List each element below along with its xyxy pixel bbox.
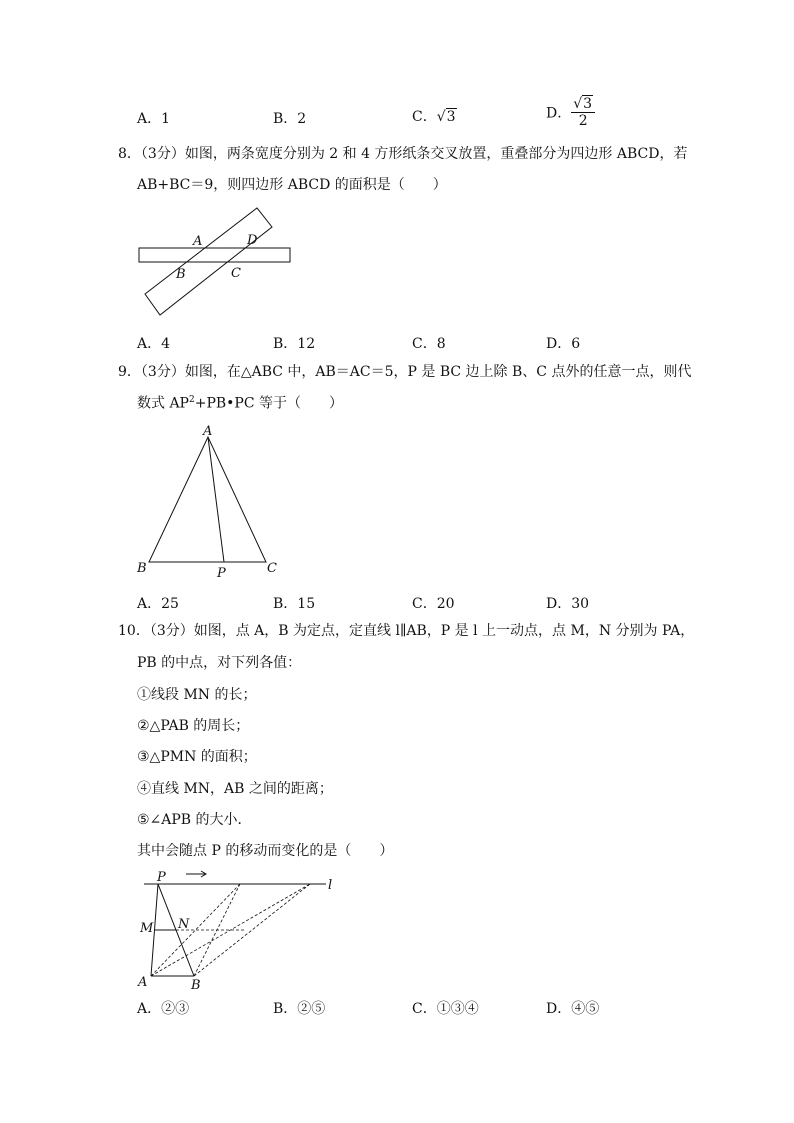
q8-label-b: B [176,267,186,282]
q8-option-d[interactable]: D．6 [546,336,581,352]
q10-figure [130,862,350,992]
q10-item: ⑤∠APB 的大小． [137,812,252,828]
q7-option-d-prefix: D． [546,105,572,122]
sqrt-icon: √3 [436,109,456,125]
q8-option-b[interactable]: B．12 [273,336,316,352]
q10-label-p: P [157,870,166,885]
q9-label-c: C [267,561,277,576]
q7-option-d[interactable] [546,96,595,129]
q10-label-b: B [191,978,201,992]
q9-option-a[interactable]: A．25 [137,596,179,612]
q10-stem-line1: 10．（3分）如图，点 A，B 为定点，定直线 l∥AB，P 是 l 上一动点，点 M，N 分别为 PA， [118,623,695,639]
q8-option-c[interactable]: C．8 [412,336,446,352]
q9-stem-line2-a: 数式 AP [137,395,189,412]
q9-label-p: P [217,566,226,581]
q8-strip-horizontal [139,248,290,262]
q8-option-a[interactable]: A．4 [137,336,171,352]
q10-option-c[interactable]: C．①③④ [412,1001,479,1017]
sqrt-icon: √3 [573,96,593,112]
q10-item: ①线段 MN 的长； [137,687,257,703]
q9-figure [130,420,290,585]
q9-stem-line2-b: +PB•PC 等于（ ） [194,395,343,412]
q7-option-b[interactable]: B．2 [273,111,307,127]
q10-option-b[interactable]: B．②⑤ [273,1001,326,1017]
q7-option-d-fraction [571,96,595,129]
q7-option-a[interactable]: A．1 [137,111,171,127]
q7-option-c-radicand: 3 [446,109,456,125]
arrow-right-icon [186,871,206,877]
q8-stem-line2: AB+BC＝9，则四边形 ABCD 的面积是（ ） [137,177,447,193]
q7-option-d-denominator: 2 [578,113,588,129]
q9-segment-ap [208,437,224,562]
q9-option-d[interactable]: D．30 [546,596,590,612]
q8-stem-line1: 8．（3分）如图，两条宽度分别为 2 和 4 方形纸条交叉放置，重叠部分为四边形 ABCD，若 [118,146,688,162]
q8-figure [130,200,300,325]
q10-label-l: l [328,878,333,893]
q10-label-m: M [140,921,154,936]
q9-label-a: A [203,424,213,439]
q9-option-c[interactable]: C．20 [412,596,455,612]
q7-option-c-prefix: C． [412,109,437,125]
q9-option-b[interactable]: B．15 [273,596,316,612]
q7-option-c[interactable] [412,106,457,126]
q10-item: ③△PMN 的面积； [137,749,257,765]
q10-label-a: A [138,975,148,990]
q9-stem-line2 [137,395,343,412]
q8-label-c: C [231,266,241,281]
q10-option-d[interactable]: D．④⑤ [546,1001,600,1017]
q7-option-d-radicand: 3 [583,96,593,112]
q9-label-b: B [137,561,147,576]
q9-stem-line1: 9．（3分）如图，在△ABC 中，AB＝AC＝5，P 是 BC 边上除 B、C 点外的任意一点，则代 [118,364,692,380]
q10-item: ②△PAB 的周长； [137,718,250,734]
q10-stem-line2: PB 的中点，对下列各值： [137,655,302,671]
q10-option-a[interactable]: A．②③ [137,1001,190,1017]
q8-label-d: D [247,233,258,248]
q9-triangle-abc [149,437,266,562]
q9-stem-line2-sup: 2 [188,395,195,405]
q10-question: 其中会随点 P 的移动而变化的是（ ） [137,843,394,859]
q10-label-n: N [178,917,190,932]
q10-item: ④直线 MN，AB 之间的距离； [137,781,333,797]
q8-label-a: A [193,234,203,249]
